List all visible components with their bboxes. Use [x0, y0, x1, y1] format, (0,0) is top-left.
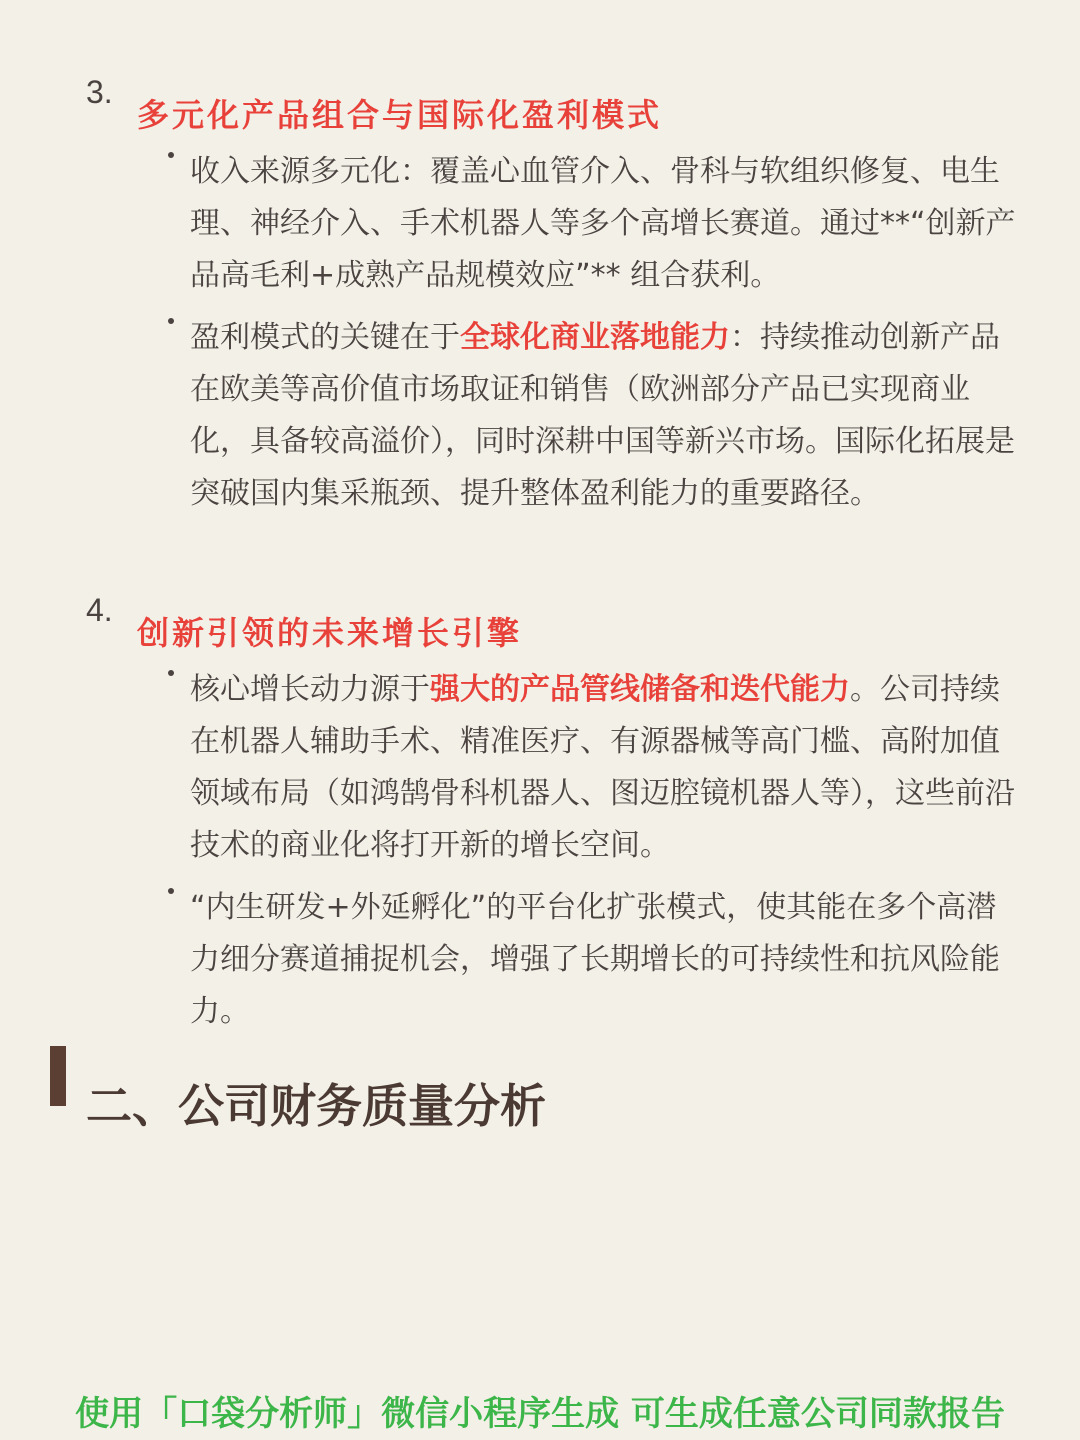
- bullet-dot: [168, 888, 174, 894]
- item-heading: 多元化产品组合与国际化盈利模式: [137, 96, 663, 134]
- section-title-bar: [50, 1046, 66, 1106]
- bullet-paragraph: [190, 664, 1020, 872]
- paragraph-text: ：持续推动创新产品在欧美等高价值市场取证和销售（欧洲部分产品已实现商业化，具备较高溢价），同时深耕中国等新兴市场。国际化拓展是突破国内集采瓶颈、提升整体盈利能力的重要路径。: [190, 320, 1015, 511]
- paragraph-text: 。公司持续在机器人辅助手术、精准医疗、有源器械等高门槛、高附加值领域布局（如鸿鹄骨科机器人、图迈腔镜机器人等），这些前沿技术的商业化将打开新的增长空间。: [190, 672, 1015, 863]
- paragraph-text: 收入来源多元化：覆盖心血管介入、骨科与软组织修复、电生理、神经介入、手术机器人等多个高增长赛道。通过**“创新产品高毛利+成熟产品规模效应”** 组合获利。: [190, 154, 1016, 293]
- footer-promo-text: 使用「口袋分析师」微信小程序生成 可生成任意公司同款报告: [75, 1394, 1005, 1434]
- paragraph-text: “内生研发+外延孵化”的平台化扩张模式，使其能在多个高潜力细分赛道捕捉机会，增强了长期增长的可持续性和抗风险能力。: [190, 890, 1000, 1029]
- paragraph-text: 核心增长动力源于: [190, 672, 430, 707]
- bullet-dot: [168, 670, 174, 676]
- bullet-paragraph: [190, 312, 1020, 520]
- highlight-text: 强大的产品管线储备和迭代能力: [430, 672, 850, 707]
- bullet-paragraph: [190, 882, 1020, 1038]
- item-number: 4.: [86, 592, 113, 628]
- bullet-paragraph: [190, 146, 1020, 302]
- paragraph-text: 盈利模式的关键在于: [190, 320, 460, 355]
- bullet-dot: [168, 152, 174, 158]
- bullet-dot: [168, 318, 174, 324]
- item-heading: 创新引领的未来增长引擎: [137, 614, 523, 652]
- highlight-text: 全球化商业落地能力: [460, 320, 730, 355]
- section-title: 二、公司财务质量分析: [86, 1079, 546, 1133]
- item-number: 3.: [86, 74, 113, 110]
